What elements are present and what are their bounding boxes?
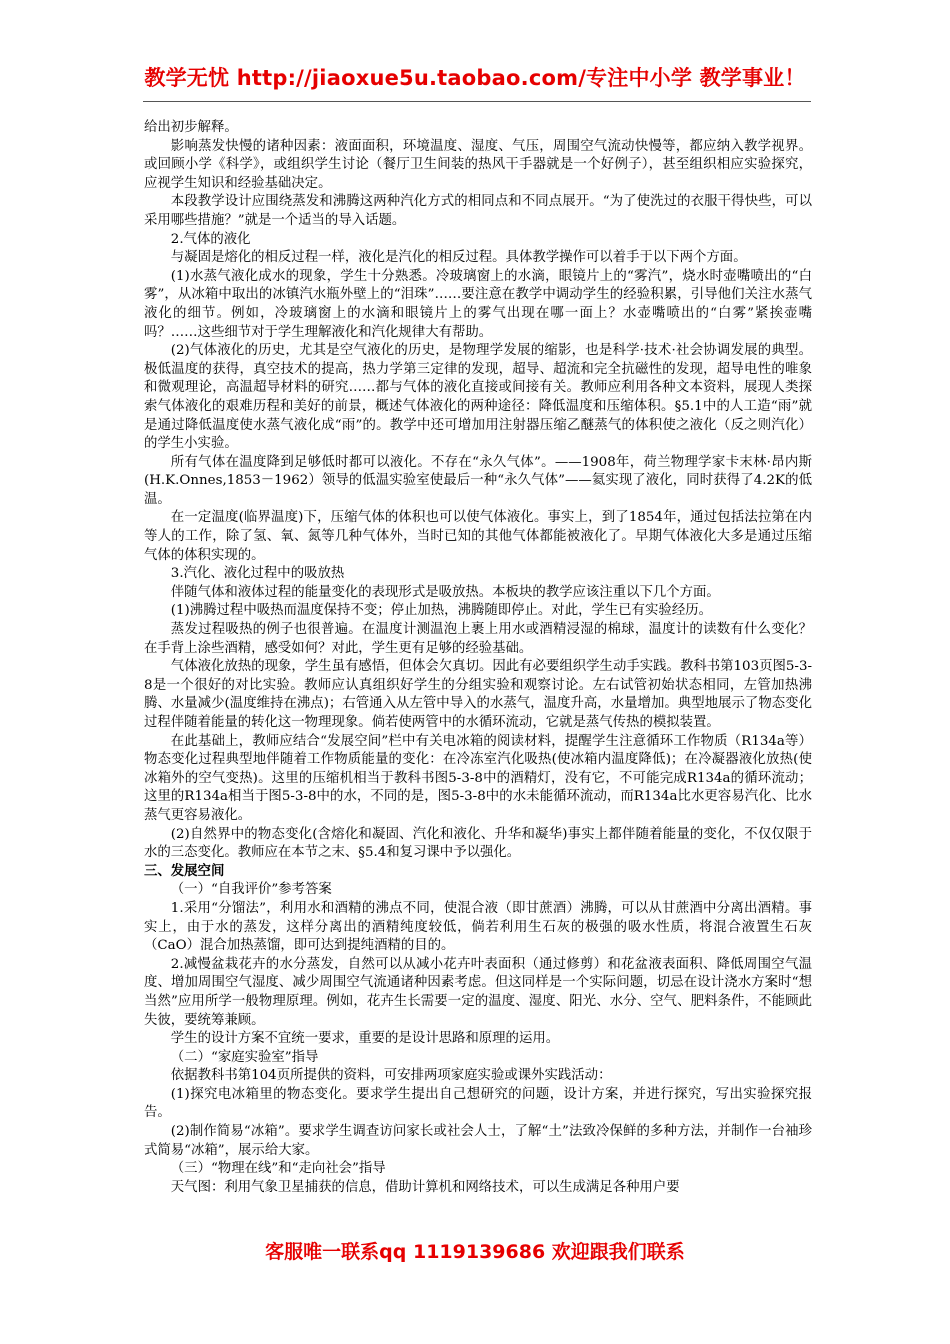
document-body (144, 119, 812, 1197)
section-heading: 三、发展空间 (144, 863, 225, 879)
paragraph: 蒸发过程吸热的例子也很普遍。在温度计测温泡上裹上用水或酒精浸湿的棉球，温度计的读数有什么变化？在手背上涂些酒精，感受如何？对此，学生更有足够的经验基础。 (144, 622, 812, 656)
paragraph: （一）“自我评价”参考答案 (170, 882, 332, 898)
paragraph: 天气图：利用气象卫星捕获的信息，借助计算机和网络技术，可以生成满足各种用户要 (170, 1179, 680, 1195)
paragraph: 1.采用“分馏法”，利用水和酒精的沸点不同，使混合液（即甘蔗酒）沸腾，可以从甘蔗酒中分离出酒精。事实上，由于水的蒸发，这样分离出的酒精纯度较低，倘若利用生石灰的极强的吸水性质，将混合液置生石灰（CaO）混合加热蒸馏，即可达到提纯酒精的目的。 (144, 900, 812, 954)
paragraph: (2)自然界中的物态变化(含熔化和凝固、汽化和液化、升华和凝华)事实上都伴随着能量的变化，不仅仅限于水的三态变化。教师应在本节之末、§5.4和复习课中予以强化。 (144, 826, 812, 861)
paragraph: 气体液化放热的现象，学生虽有感悟，但体会欠真切。因此有必要组织学生动手实践。教科书第103页图5-3-8是一个很好的对比实验。教师应认真组织好学生的分组实验和观察讨论。左右试管初始状态相同，左管加热沸腾、水量减少(温度维持在沸点)；右管通入从左管中导入的水蒸气，温度升高，水量增加。典型地展示了物态变化过程伴随着能量的转化这一物理现象。倘若使两管中的水循环流动，它就是蒸气传热的模拟装置。 (144, 659, 812, 730)
paragraph: 2.气体的液化 (170, 231, 251, 247)
paragraph: （二）“家庭实验室”指导 (170, 1049, 319, 1065)
header-banner: 教学无忧 http://jiaoxue5u.taobao.com/专注中小学 教学事业！ (144, 66, 806, 90)
paragraph: 伴随气体和液体过程的能量变化的表现形式是吸放热。本板块的教学应该注重以下几个方面。 (170, 584, 720, 600)
paragraph: (1)沸腾过程中吸热而温度保持不变；停止加热，沸腾随即停止。对此，学生已有实验经历。 (170, 603, 712, 619)
paragraph: (1)探究电冰箱里的物态变化。要求学生提出自己想研究的问题，设计方案，并进行探究，写出实验探究报告。 (144, 1086, 812, 1121)
footer-contact: 客服唯一联系qq 1119139686 欢迎跟我们联系 (265, 1241, 685, 1263)
paragraph: (2)气体液化的历史，尤其是空气液化的历史，是物理学发展的缩影，也是科学·技术·社会协调发展的典型。极低温度的获得，真空技术的提高，热力学第三定律的发现，超导、超流和完全抗磁性的发现，超导电性的唯象和微观理论，高温超导材料的研究……都与气体的液化直接或间接有关。教师应利用各种文本资料，展现人类探索气体液化的艰难历程和美好的前景，概述气体液化的两种途径：降低温度和压缩体积。§5.1中的人工造“雨”就是通过降低温度使水蒸气液化成“雨”的。教学中还可增加用注射器压缩乙醚蒸气的体积使之液化（反之则汽化）的学生小实验。 (144, 343, 812, 452)
paragraph: 2.减慢盆栽花卉的水分蒸发，自然可以从减小花卉叶表面积（通过修剪）和花盆液表面积、降低周围空气温度、增加周围空气湿度、减少周围空气流通诸种因素考虑。但这同样是一个实际问题，切忌在设计浇水方案时“想当然”应用所学一般物理原理。例如，花卉生长需要一定的温度、湿度、阳光、水分、空气、肥料条件，不能顾此失彼，要统筹兼顾。 (144, 956, 812, 1028)
paragraph: (1)水蒸气液化成水的现象，学生十分熟悉。冷玻璃窗上的水滴，眼镜片上的“雾汽”，烧水时壶嘴喷出的“白雾”，从冰箱中取出的冰镇汽水瓶外壁上的“泪珠”……要注意在教学中调动学生的经验积累，引导他们关注水蒸气液化的细节。例如，冷玻璃窗上的水滴和眼镜片上的雾气出现在哪一面上？水壶嘴喷出的“白雾”紧挨壶嘴吗？……这些细节对于学生理解液化和汽化规律大有帮助。 (144, 268, 812, 340)
paragraph: 给出初步解释。 (144, 120, 238, 135)
paragraph: 在此基础上，教师应结合“发展空间”栏中有关电冰箱的阅读材料，提醒学生注意循环工作物质（R134a等）物态变化过程典型地伴随着工作物质能量的变化：在冷冻室汽化吸热(使冰箱内温度降低)；在冷凝器液化放热(使冰箱外的空气变热)。这里的压缩机相当于教科书图5-3-8中的酒精灯，没有它，不可能完成R134a的循环流动；这里的R134a相当于图5-3-8中的水，不同的是，图5-3-8中的水未能循环流动，而R134a比水更容易汽化、比水蒸气更容易液化。 (144, 733, 812, 823)
paragraph: (2)制作简易“冰箱”。要求学生调查访问家长或社会人士，了解“土”法致冷保鲜的多种方法，并制作一台袖珍式简易“冰箱”，展示给大家。 (144, 1124, 812, 1158)
paragraph: 学生的设计方案不宜统一要求，重要的是设计思路和原理的运用。 (170, 1031, 560, 1047)
paragraph: 在一定温度(临界温度)下，压缩气体的体积也可以使气体液化。事实上，到了1854年，通过包括法拉第在内等人的工作，除了氢、氧、氮等几种气体外，当时已知的其他气体都能被液化了。早期气体液化大多是通过压缩气体的体积实现的。 (144, 510, 812, 563)
paragraph: （三）“物理在线”和“走向社会”指导 (170, 1161, 386, 1177)
paragraph: 所有气体在温度降到足够低时都可以液化。不存在“永久气体”。——1908年，荷兰物理学家卡末林·昂内斯(H.K.Onnes,1853－1962）领导的低温实验室使最后一种“永久气体”——氦实现了液化，同时获得了4.2K的低温。 (144, 454, 812, 507)
header-divider (143, 101, 811, 102)
paragraph: 与凝固是熔化的相反过程一样，液化是汽化的相反过程。具体教学操作可以着手于以下两个方面。 (170, 250, 747, 266)
paragraph: 本段教学设计应围绕蒸发和沸腾这两种汽化方式的相同点和不同点展开。“为了使洗过的衣服干得快些，可以采用哪些措施？”就是一个适当的导入话题。 (144, 194, 812, 228)
paragraph: 3.汽化、液化过程中的吸放热 (170, 566, 345, 582)
paragraph: 影响蒸发快慢的诸种因素：液面面积，环境温度、湿度、气压，周围空气流动快慢等，都应纳入教学视界。或回顾小学《科学》，或组织学生讨论（餐厅卫生间装的热风干手器就是一个好例子），甚至组织相应实验探究，应视学生知识和经验基础决定。 (144, 138, 812, 191)
paragraph: 依据教科书第104页所提供的资料，可安排两项家庭实验或课外实践活动： (170, 1068, 612, 1084)
